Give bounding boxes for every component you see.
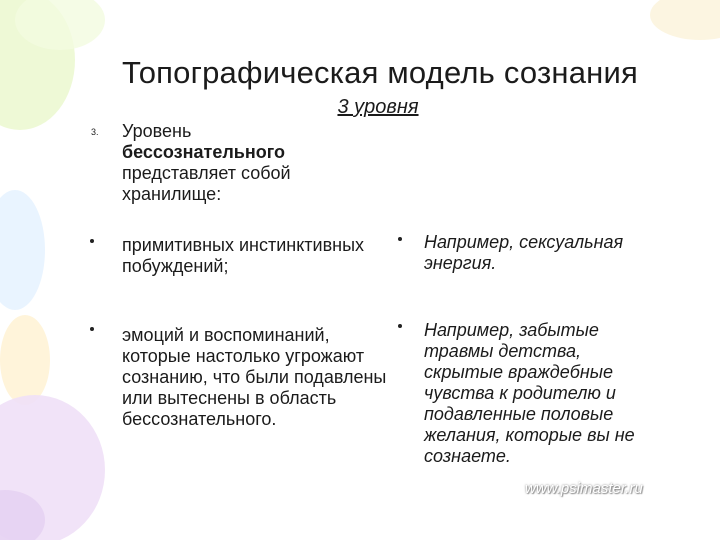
item-text: представляет собой хранилище: — [122, 163, 291, 204]
bullet-icon — [90, 327, 94, 331]
item-line: Уровень — [122, 121, 192, 141]
slide-title: Топографическая модель сознания — [122, 55, 638, 90]
list-item-emotions: эмоций и воспоминаний, которые настолько угрожают сознанию, что были подавлены или вытеснены в область бессознательного. — [122, 325, 387, 429]
list-item-drives: примитивных инстинктивных побуждений; — [122, 235, 365, 276]
example-energy: Например, сексуальная энергия. — [424, 232, 624, 273]
list-item-unconscious — [122, 121, 387, 205]
example-traumas: Например, забытые травмы детства, скрытые враждебные чувства к родителю и подавленные половые желания, которые вы не сознаете. — [424, 320, 635, 466]
item-bold-term: бессознательного — [122, 142, 285, 162]
bullet-icon — [398, 324, 402, 328]
slide-subtitle: 3 уровня — [337, 96, 419, 118]
bullet-icon — [90, 239, 94, 243]
bullet-icon — [398, 237, 402, 241]
list-number: 3. — [91, 127, 99, 137]
watermark: www.psimaster.ru — [525, 480, 643, 497]
